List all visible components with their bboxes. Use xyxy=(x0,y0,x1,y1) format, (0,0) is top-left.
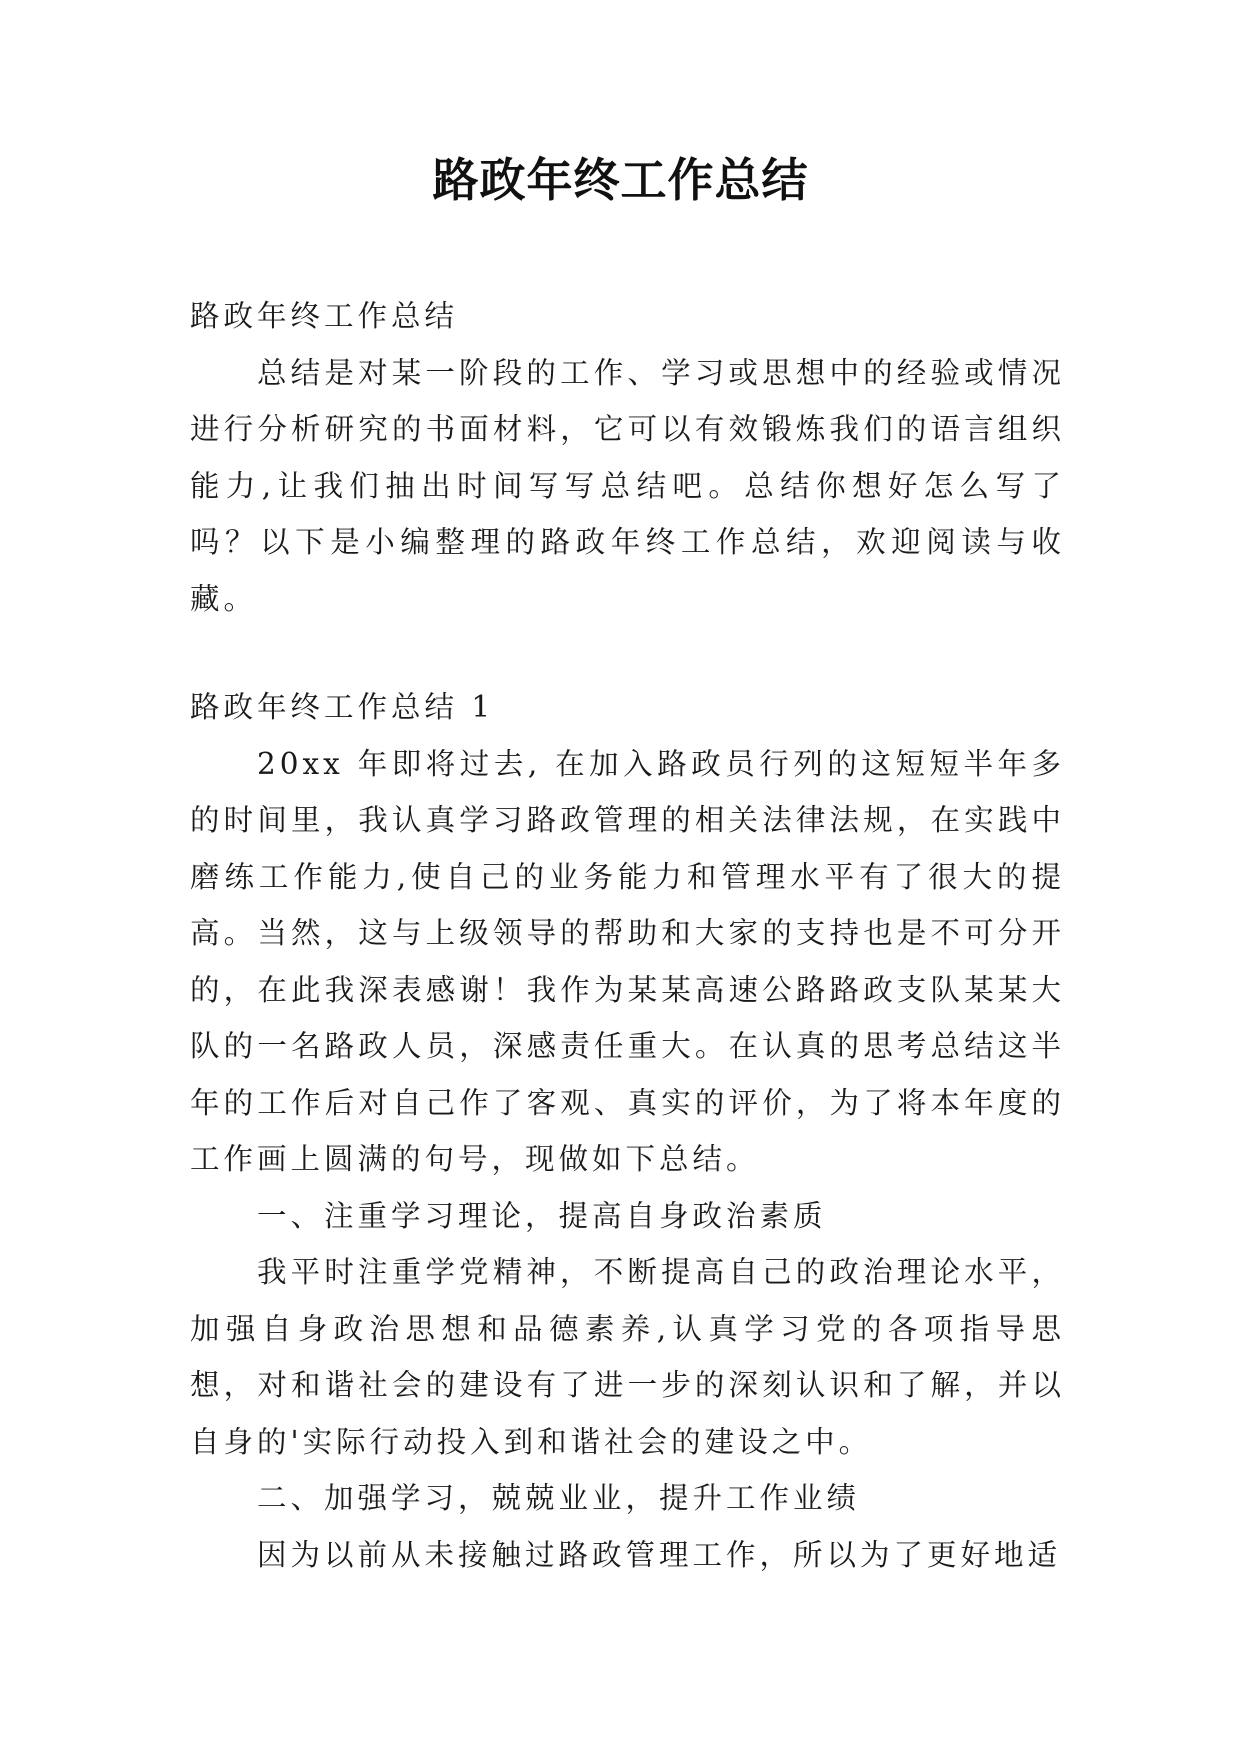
document-title: 路政年终工作总结 xyxy=(432,153,809,207)
body-paragraph: 20xx 年即将过去, 在加入路政员行列的这短短半年多的时间里，我认真学习路政管理的相关法律法规，在实践中磨练工作能力,使自己的业务能力和管理水平有了很大的提高。当然，这与上级领导的帮助和大家的支持也是不可分开的，在此我深表感谢！我作为某某高速公路路政支队某某大队的一名路政人员，深感责任重大。在认真的思考总结这半年的工作后对自己作了客观、真实的评价，为了将本年度的工作画上圆满的句号，现做如下总结。 xyxy=(190,746,1065,1176)
section-spacer xyxy=(190,627,1065,679)
subsection-heading-2: 二、加强学习，兢兢业业，提升工作业绩 xyxy=(257,1481,861,1515)
intro-paragraph: 总结是对某一阶段的工作、学习或思想中的经验或情况进行分析研究的书面材料，它可以有效锻炼我们的语言组织能力,让我们抽出时间写写总结吧。总结你想好怎么写了吗？以下是小编整理的路政年终工作总结，欢迎阅读与收藏。 xyxy=(190,355,1065,616)
subsection-heading-1: 一、注重学习理论，提高自身政治素质 xyxy=(257,1198,827,1233)
body-paragraph: 我平时注重学党精神，不断提高自己的政治理论水平，加强自身政治思想和品德素养,认真学习党的各项指导思想，对和谐社会的建设有了进一步的深刻认识和了解，并以自身的'实际行动投入到和谐社会的建设之中。 xyxy=(190,1255,1065,1459)
document-body xyxy=(190,288,1065,1583)
section-heading-1: 路政年终工作总结 1 xyxy=(190,690,495,724)
intro-heading: 路政年终工作总结 xyxy=(190,299,459,333)
body-paragraph: 因为以前从未接触过路政管理工作，所以为了更好地适 xyxy=(257,1537,1062,1572)
